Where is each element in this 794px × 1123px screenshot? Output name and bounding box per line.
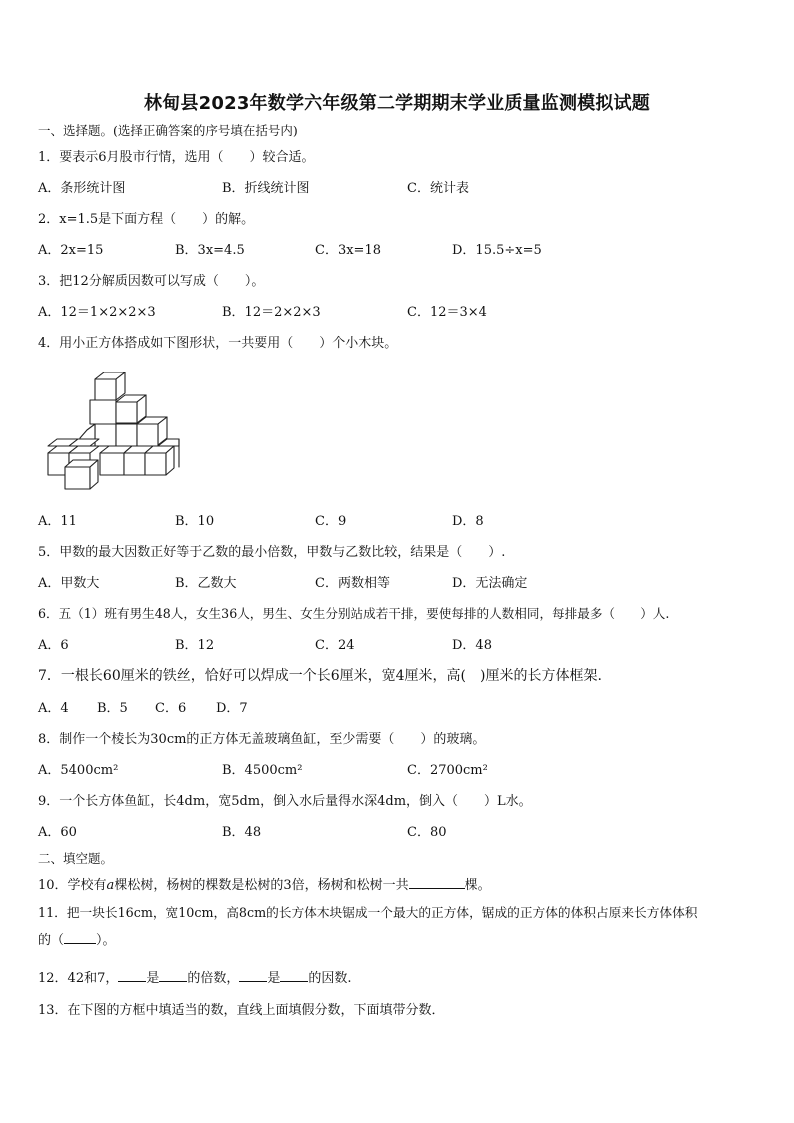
option-a[interactable]: A．甲数大 — [38, 576, 100, 591]
option-d[interactable]: D．48 — [452, 638, 492, 653]
option-b[interactable]: B．48 — [222, 825, 262, 840]
option-b[interactable]: B．12＝2×2×3 — [222, 305, 321, 320]
question-1: 1．要表示6月股市行情，选用（ ）较合适。 — [38, 150, 315, 165]
answer-blank[interactable] — [64, 931, 96, 944]
option-a[interactable]: A．5400cm² — [38, 763, 119, 778]
option-b[interactable]: B．3x=4.5 — [175, 243, 245, 258]
question-12-part-4: 是 — [267, 971, 281, 986]
option-b[interactable]: B．乙数大 — [175, 576, 237, 591]
question-10-part-2: 棵松树，杨树的棵数是松树的3倍，杨树和松树一共 — [114, 878, 409, 893]
option-c[interactable]: C．9 — [315, 514, 347, 529]
question-10-part-1: 10．学校有 — [38, 878, 107, 893]
section-heading-fill-in: 二、填空题。 — [38, 851, 114, 866]
option-a[interactable]: A．6 — [38, 638, 69, 653]
answer-blank[interactable] — [239, 969, 267, 982]
question-11-part-2: ）。 — [96, 933, 116, 948]
cube-stack-figure — [40, 372, 190, 497]
variable-a: a — [106, 878, 115, 893]
section-heading-choice: 一、选择题。(选择正确答案的序号填在括号内) — [38, 123, 298, 138]
option-d[interactable]: D．15.5÷x=5 — [452, 243, 542, 258]
question-2: 2．x=1.5是下面方程（ ）的解。 — [38, 212, 255, 227]
option-b[interactable]: B．12 — [175, 638, 215, 653]
answer-blank[interactable] — [409, 876, 465, 889]
answer-blank[interactable] — [118, 969, 146, 982]
option-c[interactable]: C．2700cm² — [407, 763, 488, 778]
option-c[interactable]: C．80 — [407, 825, 447, 840]
page-title: 林甸县2023年数学六年级第二学期期末学业质量监测模拟试题 — [144, 93, 650, 114]
option-b[interactable]: B．5 — [97, 701, 128, 716]
option-c[interactable]: C．统计表 — [407, 181, 469, 196]
option-a[interactable]: A．60 — [38, 825, 77, 840]
question-5: 5．甲数的最大因数正好等于乙数的最小倍数，甲数与乙数比较，结果是（ ）. — [38, 545, 506, 560]
question-12-part-1: 12．42和7， — [38, 971, 119, 986]
option-c[interactable]: C．6 — [155, 701, 187, 716]
option-a[interactable]: A．条形统计图 — [38, 181, 126, 196]
question-12-part-2: 是 — [146, 971, 160, 986]
option-a[interactable]: A．12＝1×2×2×3 — [38, 305, 156, 320]
question-3: 3．把12分解质因数可以写成（ ）。 — [38, 274, 265, 289]
option-c[interactable]: C．24 — [315, 638, 355, 653]
question-11 — [38, 899, 758, 955]
answer-blank[interactable] — [280, 969, 308, 982]
option-d[interactable]: D．8 — [452, 514, 484, 529]
question-11-part-1: 的（ — [38, 933, 65, 948]
option-a[interactable]: A．2x=15 — [38, 243, 104, 258]
option-d[interactable]: D．无法确定 — [452, 576, 528, 591]
question-10-part-3: 棵。 — [464, 878, 491, 893]
question-13: 13．在下图的方框中填适当的数，直线上面填假分数，下面填带分数． — [38, 1003, 445, 1018]
option-b[interactable]: B．4500cm² — [222, 763, 303, 778]
option-b[interactable]: B．折线统计图 — [222, 181, 310, 196]
question-6: 6．五（1）班有男生48人，女生36人，男生、女生分别站成若干排，要使每排的人数相同，每排最多（ ）人. — [38, 606, 670, 621]
option-c[interactable]: C．3x=18 — [315, 243, 381, 258]
question-8: 8．制作一个棱长为30cm的正方体无盖玻璃鱼缸，至少需要（ ）的玻璃。 — [38, 732, 486, 747]
question-12-part-3: 的倍数， — [187, 971, 240, 986]
option-d[interactable]: D．7 — [216, 701, 248, 716]
option-a[interactable]: A．4 — [38, 701, 69, 716]
option-c[interactable]: C．12＝3×4 — [407, 305, 487, 320]
answer-blank[interactable] — [159, 969, 187, 982]
option-c[interactable]: C．两数相等 — [315, 576, 390, 591]
question-10 — [38, 874, 491, 893]
option-b[interactable]: B．10 — [175, 514, 215, 529]
question-11-line-2 — [38, 927, 758, 955]
question-11-line-1: 11．把一块长16cm，宽10cm，高8cm的长方体木块锯成一个最大的正方体，锯成的正方体的体积占原来长方体体积 — [38, 905, 698, 920]
question-4: 4．用小正方体搭成如下图形状，一共要用（ ）个小木块。 — [38, 336, 398, 351]
option-a[interactable]: A．11 — [38, 514, 77, 529]
question-12-part-5: 的因数. — [308, 971, 352, 986]
question-12 — [38, 967, 352, 986]
question-7: 7．一根长60厘米的铁丝，恰好可以焊成一个长6厘米，宽4厘米，高( )厘米的长方体框架. — [38, 668, 602, 684]
question-9: 9．一个长方体鱼缸，长4dm，宽5dm，倒入水后量得水深4dm，倒入（ ）L水。 — [38, 794, 532, 809]
